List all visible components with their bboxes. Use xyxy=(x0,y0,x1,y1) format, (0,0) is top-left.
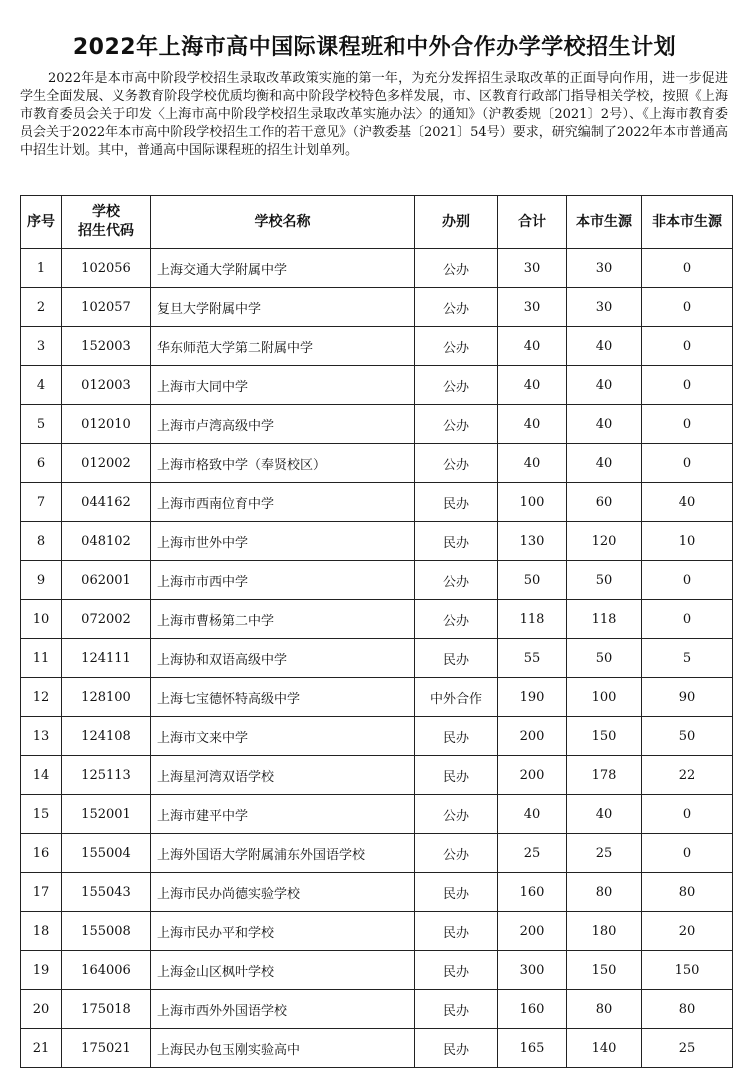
header-code-line1: 学校 xyxy=(92,204,120,220)
cell-type: 民办 xyxy=(415,1029,498,1068)
cell-local: 178 xyxy=(567,756,642,795)
intro-paragraph: 2022年是本市高中阶段学校招生录取改革政策实施的第一年，为充分发挥招生录取改革的正面导向作用，进一步促进学生全面发展、义务教育阶段学校优质均衡和高中阶段学校特色多样发展，市、区教育行政部门指导相关学校，按照《上海市教育委员会关于印发〈上海市高中阶段学校招生录取改革实施办法〉的通知》（沪教委规〔2021〕2号）、《上海市教育委员会关于2022年本市高中阶段学校招生工作的若干意见》（沪教委基〔2021〕54号）要求，研究编制了2022年本市普通高中招生计划。其中，普通高中国际课程班的招生计划单列。 xyxy=(20,71,728,158)
cell-nonlocal: 25 xyxy=(642,1029,733,1068)
cell-local: 50 xyxy=(567,639,642,678)
cell-school-name: 上海交通大学附属中学 xyxy=(151,249,415,288)
header-total: 合计 xyxy=(498,196,567,249)
cell-nonlocal: 0 xyxy=(642,561,733,600)
cell-nonlocal: 150 xyxy=(642,951,733,990)
cell-local: 25 xyxy=(567,834,642,873)
cell-type: 公办 xyxy=(415,600,498,639)
cell-type: 公办 xyxy=(415,288,498,327)
cell-total: 165 xyxy=(498,1029,567,1068)
header-name: 学校名称 xyxy=(151,196,415,249)
table-row xyxy=(21,600,733,639)
cell-code: 102057 xyxy=(62,288,151,327)
cell-seq: 14 xyxy=(21,756,62,795)
cell-type: 公办 xyxy=(415,249,498,288)
cell-total: 160 xyxy=(498,990,567,1029)
cell-seq: 7 xyxy=(21,483,62,522)
cell-nonlocal: 80 xyxy=(642,990,733,1029)
cell-type: 公办 xyxy=(415,366,498,405)
cell-code: 155008 xyxy=(62,912,151,951)
cell-local: 80 xyxy=(567,990,642,1029)
cell-school-name: 上海市民办平和学校 xyxy=(151,912,415,951)
cell-total: 200 xyxy=(498,912,567,951)
cell-seq: 8 xyxy=(21,522,62,561)
table-row xyxy=(21,288,733,327)
cell-seq: 16 xyxy=(21,834,62,873)
cell-type: 中外合作 xyxy=(415,678,498,717)
cell-local: 150 xyxy=(567,951,642,990)
cell-nonlocal: 50 xyxy=(642,717,733,756)
cell-type: 民办 xyxy=(415,483,498,522)
cell-local: 30 xyxy=(567,249,642,288)
cell-type: 公办 xyxy=(415,405,498,444)
cell-code: 048102 xyxy=(62,522,151,561)
cell-code: 155004 xyxy=(62,834,151,873)
cell-school-name: 上海市建平中学 xyxy=(151,795,415,834)
cell-code: 044162 xyxy=(62,483,151,522)
cell-local: 40 xyxy=(567,405,642,444)
cell-school-name: 复旦大学附属中学 xyxy=(151,288,415,327)
cell-nonlocal: 0 xyxy=(642,834,733,873)
cell-total: 100 xyxy=(498,483,567,522)
cell-local: 80 xyxy=(567,873,642,912)
cell-seq: 12 xyxy=(21,678,62,717)
cell-code: 124108 xyxy=(62,717,151,756)
cell-code: 152001 xyxy=(62,795,151,834)
cell-type: 民办 xyxy=(415,990,498,1029)
cell-local: 150 xyxy=(567,717,642,756)
cell-local: 60 xyxy=(567,483,642,522)
table-row xyxy=(21,795,733,834)
cell-seq: 9 xyxy=(21,561,62,600)
cell-type: 民办 xyxy=(415,951,498,990)
cell-nonlocal: 0 xyxy=(642,405,733,444)
cell-local: 40 xyxy=(567,327,642,366)
table-row xyxy=(21,639,733,678)
table-row xyxy=(21,561,733,600)
cell-code: 124111 xyxy=(62,639,151,678)
cell-total: 118 xyxy=(498,600,567,639)
cell-seq: 4 xyxy=(21,366,62,405)
cell-school-name: 上海外国语大学附属浦东外国语学校 xyxy=(151,834,415,873)
cell-code: 012010 xyxy=(62,405,151,444)
cell-seq: 18 xyxy=(21,912,62,951)
cell-school-name: 上海市西外外国语学校 xyxy=(151,990,415,1029)
cell-school-name: 上海市世外中学 xyxy=(151,522,415,561)
cell-type: 公办 xyxy=(415,834,498,873)
cell-total: 55 xyxy=(498,639,567,678)
table-row xyxy=(21,483,733,522)
cell-total: 200 xyxy=(498,717,567,756)
cell-school-name: 上海民办包玉刚实验高中 xyxy=(151,1029,415,1068)
cell-type: 民办 xyxy=(415,522,498,561)
cell-total: 30 xyxy=(498,249,567,288)
cell-nonlocal: 80 xyxy=(642,873,733,912)
table-row xyxy=(21,756,733,795)
cell-seq: 21 xyxy=(21,1029,62,1068)
table-row xyxy=(21,951,733,990)
cell-local: 30 xyxy=(567,288,642,327)
cell-nonlocal: 0 xyxy=(642,366,733,405)
cell-nonlocal: 22 xyxy=(642,756,733,795)
table-row xyxy=(21,873,733,912)
header-type: 办别 xyxy=(415,196,498,249)
cell-seq: 17 xyxy=(21,873,62,912)
cell-school-name: 上海市西南位育中学 xyxy=(151,483,415,522)
cell-nonlocal: 0 xyxy=(642,600,733,639)
cell-school-name: 上海市民办尚德实验学校 xyxy=(151,873,415,912)
cell-type: 公办 xyxy=(415,561,498,600)
cell-seq: 13 xyxy=(21,717,62,756)
cell-school-name: 上海市卢湾高级中学 xyxy=(151,405,415,444)
cell-nonlocal: 0 xyxy=(642,288,733,327)
cell-total: 130 xyxy=(498,522,567,561)
header-code xyxy=(62,196,151,249)
cell-type: 民办 xyxy=(415,756,498,795)
cell-local: 120 xyxy=(567,522,642,561)
cell-total: 40 xyxy=(498,327,567,366)
table-row xyxy=(21,912,733,951)
cell-school-name: 华东师范大学第二附属中学 xyxy=(151,327,415,366)
cell-total: 40 xyxy=(498,366,567,405)
cell-school-name: 上海星河湾双语学校 xyxy=(151,756,415,795)
cell-local: 100 xyxy=(567,678,642,717)
cell-type: 公办 xyxy=(415,327,498,366)
cell-code: 175018 xyxy=(62,990,151,1029)
cell-nonlocal: 0 xyxy=(642,795,733,834)
cell-local: 118 xyxy=(567,600,642,639)
cell-type: 民办 xyxy=(415,873,498,912)
cell-code: 072002 xyxy=(62,600,151,639)
header-nonlocal: 非本市生源 xyxy=(642,196,733,249)
table-row xyxy=(21,717,733,756)
cell-total: 50 xyxy=(498,561,567,600)
cell-school-name: 上海金山区枫叶学校 xyxy=(151,951,415,990)
cell-nonlocal: 40 xyxy=(642,483,733,522)
cell-code: 125113 xyxy=(62,756,151,795)
cell-total: 200 xyxy=(498,756,567,795)
table-row xyxy=(21,834,733,873)
cell-total: 40 xyxy=(498,795,567,834)
table-row xyxy=(21,327,733,366)
table-body xyxy=(21,249,733,1068)
document-title: 2022年上海市高中国际课程班和中外合作办学学校招生计划 xyxy=(72,35,677,60)
cell-school-name: 上海市曹杨第二中学 xyxy=(151,600,415,639)
cell-local: 40 xyxy=(567,444,642,483)
cell-local: 40 xyxy=(567,366,642,405)
table-row xyxy=(21,444,733,483)
cell-school-name: 上海协和双语高级中学 xyxy=(151,639,415,678)
table-row xyxy=(21,249,733,288)
cell-code: 164006 xyxy=(62,951,151,990)
cell-total: 30 xyxy=(498,288,567,327)
cell-total: 40 xyxy=(498,444,567,483)
cell-school-name: 上海市文来中学 xyxy=(151,717,415,756)
header-local: 本市生源 xyxy=(567,196,642,249)
cell-nonlocal: 0 xyxy=(642,327,733,366)
cell-seq: 11 xyxy=(21,639,62,678)
cell-total: 25 xyxy=(498,834,567,873)
table-row xyxy=(21,522,733,561)
cell-seq: 3 xyxy=(21,327,62,366)
header-code-line2: 招生代码 xyxy=(78,223,134,239)
cell-code: 102056 xyxy=(62,249,151,288)
cell-nonlocal: 0 xyxy=(642,444,733,483)
cell-code: 012003 xyxy=(62,366,151,405)
cell-seq: 1 xyxy=(21,249,62,288)
cell-nonlocal: 0 xyxy=(642,249,733,288)
cell-nonlocal: 10 xyxy=(642,522,733,561)
cell-code: 012002 xyxy=(62,444,151,483)
cell-nonlocal: 20 xyxy=(642,912,733,951)
cell-seq: 19 xyxy=(21,951,62,990)
table-row xyxy=(21,405,733,444)
table-row xyxy=(21,366,733,405)
table-row xyxy=(21,1029,733,1068)
cell-seq: 15 xyxy=(21,795,62,834)
cell-seq: 20 xyxy=(21,990,62,1029)
cell-type: 民办 xyxy=(415,717,498,756)
cell-school-name: 上海市格致中学（奉贤校区） xyxy=(151,444,415,483)
cell-total: 300 xyxy=(498,951,567,990)
cell-local: 50 xyxy=(567,561,642,600)
table-row xyxy=(21,990,733,1029)
cell-code: 152003 xyxy=(62,327,151,366)
cell-local: 40 xyxy=(567,795,642,834)
cell-seq: 6 xyxy=(21,444,62,483)
header-seq: 序号 xyxy=(21,196,62,249)
cell-code: 155043 xyxy=(62,873,151,912)
cell-code: 128100 xyxy=(62,678,151,717)
cell-seq: 10 xyxy=(21,600,62,639)
cell-type: 民办 xyxy=(415,639,498,678)
cell-type: 民办 xyxy=(415,912,498,951)
cell-total: 190 xyxy=(498,678,567,717)
cell-local: 180 xyxy=(567,912,642,951)
table-header-row xyxy=(21,196,733,249)
cell-type: 公办 xyxy=(415,444,498,483)
cell-code: 062001 xyxy=(62,561,151,600)
cell-local: 140 xyxy=(567,1029,642,1068)
cell-seq: 5 xyxy=(21,405,62,444)
cell-seq: 2 xyxy=(21,288,62,327)
cell-code: 175021 xyxy=(62,1029,151,1068)
cell-total: 160 xyxy=(498,873,567,912)
cell-school-name: 上海市大同中学 xyxy=(151,366,415,405)
cell-total: 40 xyxy=(498,405,567,444)
enrollment-table xyxy=(20,195,733,1068)
cell-type: 公办 xyxy=(415,795,498,834)
cell-nonlocal: 5 xyxy=(642,639,733,678)
cell-nonlocal: 90 xyxy=(642,678,733,717)
table-row xyxy=(21,678,733,717)
cell-school-name: 上海市市西中学 xyxy=(151,561,415,600)
cell-school-name: 上海七宝德怀特高级中学 xyxy=(151,678,415,717)
